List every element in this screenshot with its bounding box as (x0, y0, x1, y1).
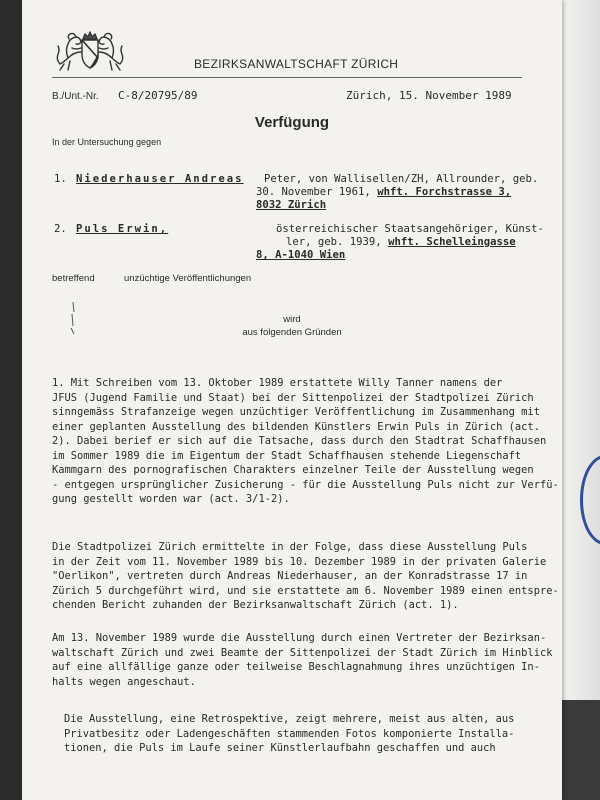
text-line: Zürich 5 durchgeführt wird, und sie erstattete am 6. November 1989 einen entspre- (52, 584, 559, 597)
paragraph-4 (64, 712, 544, 756)
text-line: Die Stadtpolizei Zürich ermittelte in der Folge, dass diese Ausstellung Puls (52, 541, 528, 553)
text-line: in der Zeit vom 11. November 1989 bis 10. Dezember 1989 in der privaten Galerie (52, 555, 547, 568)
text-line: im Sommer 1989 die im Eigentum der Stadt Schaffhausen stehende Liegenschaft (52, 449, 522, 462)
party-details-line (256, 186, 511, 199)
text-line: Die Ausstellung, eine Retrospektive, zeigt mehrere, meist aus alten, aus (64, 713, 515, 725)
text-line: 1. Mit Schreiben vom 13. Oktober 1989 erstattete Willy Tanner namens der (52, 377, 503, 389)
text-line: - entgegen ursprünglicher Zusicherung - für die Ausstellung Puls nicht zur Verfü- (52, 478, 559, 491)
text-line: waltschaft Zürich und zwei Beamte der Sittenpolizei der Stadt Zürich im Hinblick (52, 646, 553, 659)
party-address-city: 8, A-1040 Wien (256, 249, 346, 261)
place-and-date: Zürich, 15. November 1989 (346, 89, 512, 102)
header-divider (52, 77, 522, 78)
text-line: Kammgarn des pornografischen Charakters einzelner Teile der Ausstellung wegen (52, 464, 534, 476)
reference-number: C-8/20795/89 (118, 89, 198, 102)
paragraph-1 (52, 376, 559, 507)
party-number: 1. (54, 173, 67, 185)
party-details-line: österreichischer Staatsangehöriger, Künst- (276, 223, 544, 235)
party-name: Niederhauser Andreas (76, 173, 244, 185)
document-title: Verfügung (254, 114, 330, 131)
reference-label: B./Unt.-Nr. (52, 91, 99, 102)
party-address-city: 8032 Zürich (256, 199, 327, 211)
concerning-text: unzüchtige Veröffentlichungen (124, 273, 252, 284)
text-line: JFUS (Jugend Familie und Staat) bei der Sittenpolizei der Stadtpolizei Zürich (52, 391, 534, 404)
party-details-line (286, 236, 516, 249)
text-line: Privatbesitz oder Ladengeschäften stammenden Fotos komponierte Installa- (64, 727, 515, 740)
party-address: whft. Schelleingasse (388, 236, 516, 248)
wird-text: wird (283, 314, 301, 325)
text-line: einer geplanten Ausstellung des bildenden Künstlers Erwin Puls in Zürich (act. (52, 420, 540, 433)
text-line: Am 13. November 1989 wurde die Ausstellung durch einen Vertreter der Bezirksan- (52, 632, 547, 644)
document-page (22, 0, 562, 800)
concerning-label: betreffend (52, 273, 95, 284)
authority-name: BEZIRKSANWALTSCHAFT ZÜRICH (194, 57, 399, 71)
text-line: sinngemäss Strafanzeige wegen unzüchtiger Veröffentlichung im Zusammenhang mit (52, 406, 540, 418)
background-surface (560, 700, 600, 800)
party-birthdate: ler, geb. 1939, (286, 236, 382, 248)
text-line: auf eine allfällige ganze oder teilweise Beschlagnahmung ihres unzüchtigen In- (52, 661, 540, 673)
text-line: tionen, die Puls im Laufe seiner Künstlerlaufbahn geschaffen und auch (64, 742, 496, 754)
text-line: chenden Bericht zuhanden der Bezirksanwaltschaft Zürich (act. 1). (52, 599, 459, 611)
party-number: 2. (54, 223, 67, 235)
party-birthdate: 30. November 1961, (256, 186, 371, 198)
text-line: "Oerlikon", vertreten durch Andreas Niederhauser, an der Konradstrasse 17 in (52, 570, 528, 582)
intro-text: In der Untersuchung gegen (52, 137, 162, 147)
party-address: whft. Forchstrasse 3, (377, 186, 512, 198)
paragraph-2 (52, 540, 559, 613)
zurich-coat-of-arms-lions-icon (54, 28, 126, 72)
text-line: gung gestellt worden war (act. 3/1-2). (52, 493, 290, 505)
reasons-heading: aus folgenden Gründen (242, 327, 342, 338)
text-line: halts wegen angeschaut. (52, 675, 196, 688)
paragraph-3 (52, 631, 553, 689)
text-line: 2). Dabei berief er sich auf die Tatsache, dass durch den Stadtrat Schaffhausen (52, 435, 547, 447)
party-name: Puls Erwin, (76, 223, 169, 235)
party-details-line: Peter, von Wallisellen/ZH, Allrounder, geb. (264, 173, 539, 185)
